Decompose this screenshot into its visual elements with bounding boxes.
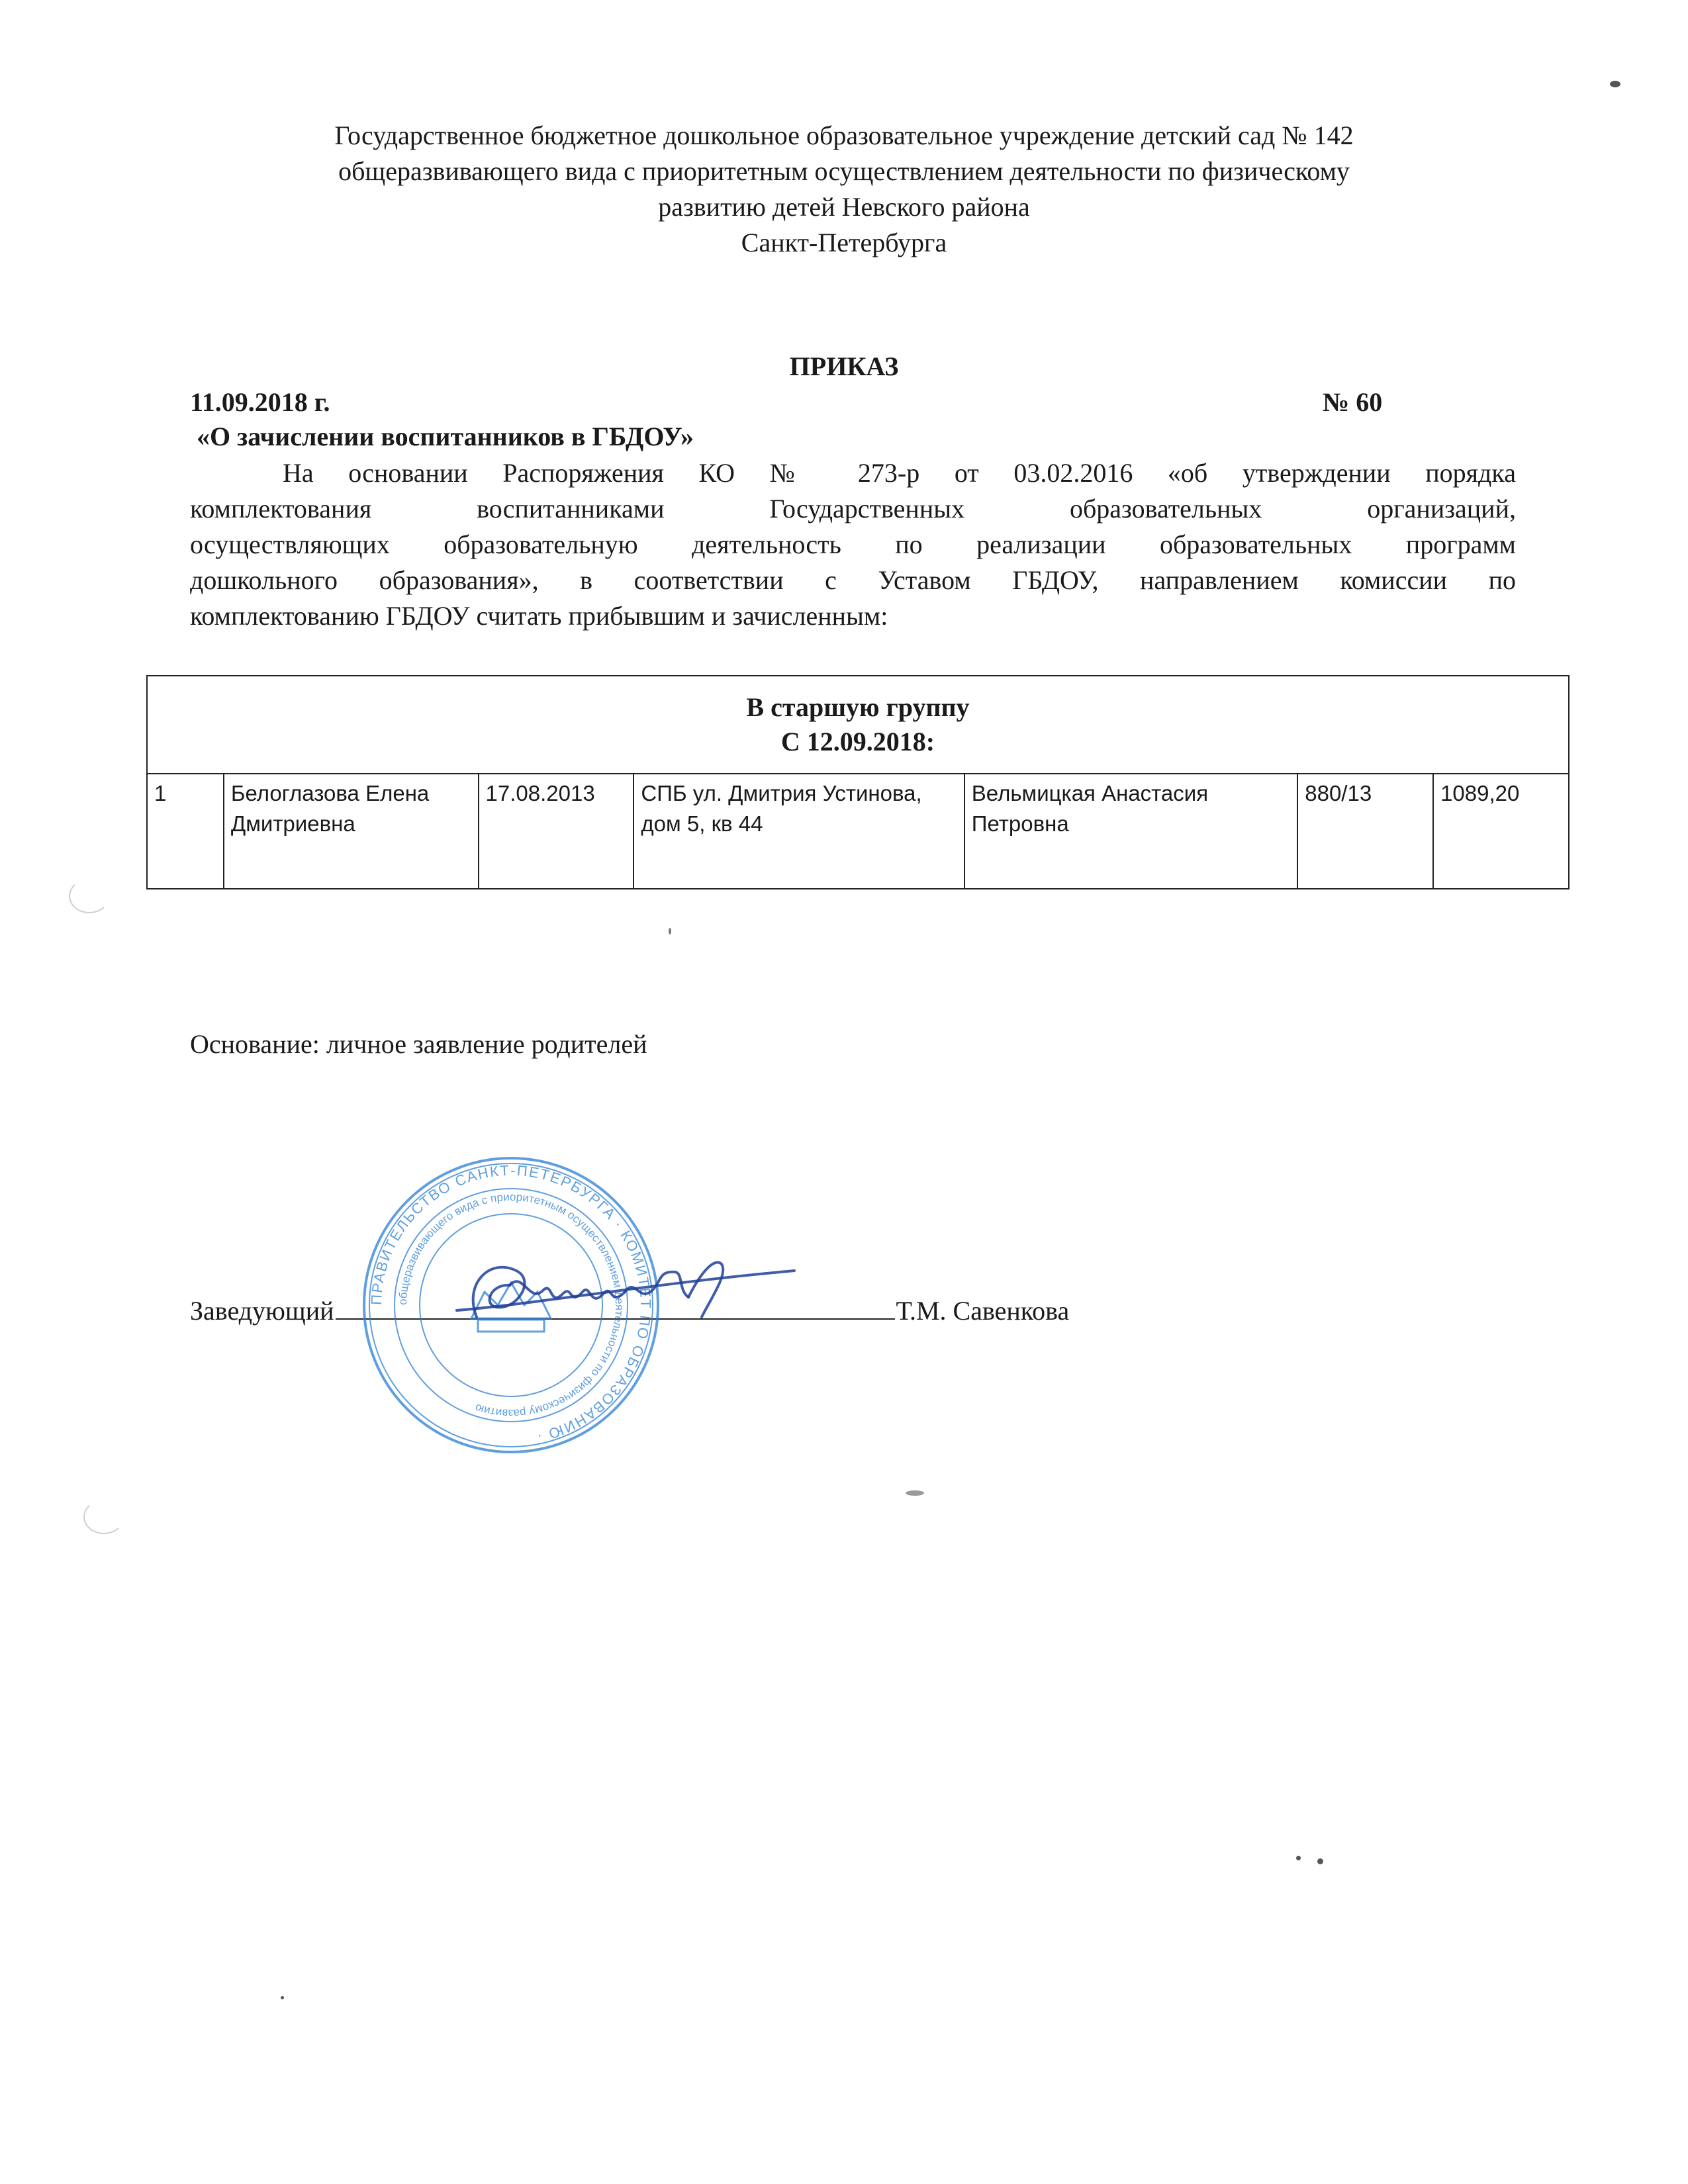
preamble-line: комплектованию ГБДОУ считать прибывшим и зачисленным: [190, 601, 888, 631]
enrollment-table [146, 675, 1570, 889]
order-number: № 60 [1323, 387, 1383, 417]
header-line: Государственное бюджетное дошкольное образовательное учреждение детский сад № 142 [334, 120, 1354, 150]
scan-speck [281, 1996, 284, 1999]
header-line: общеразвивающего вида с приоритетным осуществлением деятельности по физическому [338, 156, 1350, 186]
row-number: 1 [147, 774, 224, 889]
order-basis: Основание: личное заявление родителей [190, 1029, 647, 1059]
order-subject: «О зачислении воспитанников в ГБДОУ» [197, 422, 694, 451]
signatory-position: Заведующий [190, 1296, 334, 1326]
amount: 1089,20 [1433, 774, 1569, 889]
header-line: Санкт-Петербурга [741, 228, 947, 257]
scan-speck [1610, 81, 1620, 87]
institution-header [159, 118, 1529, 261]
handwritten-signature [437, 1244, 808, 1337]
svg-text:общеразвивающего вида с приори: общеразвивающего вида с приоритетным осуществлением деятельности по физическому развитию [396, 1190, 626, 1420]
order-preamble [190, 455, 1516, 634]
punch-hole [83, 1500, 124, 1534]
header-line: развитию детей Невского района [658, 192, 1030, 222]
parent-name: Вельмицкая Анастасия Петровна [964, 774, 1297, 889]
preamble-line: дошкольного образования», в соответствии с Уставом ГБДОУ, направлением комиссии по [190, 565, 1516, 595]
document-number: 880/13 [1297, 774, 1433, 889]
preamble-line: На основании Распоряжения КО № 273-р от 03.02.2016 «об утверждении порядка [283, 458, 1516, 488]
child-name: Белоглазова Елена Дмитриевна [224, 774, 479, 889]
birth-date: 17.08.2013 [479, 774, 634, 889]
signatory-name: Т.М. Савенкова [896, 1296, 1070, 1326]
scan-speck [906, 1490, 924, 1496]
order-date: 11.09.2018 г. [190, 387, 330, 417]
group-start-date: С 12.09.2018: [780, 727, 935, 756]
scan-speck [669, 928, 671, 934]
scan-speck [1317, 1858, 1323, 1864]
table-row [147, 774, 1569, 889]
group-name: В старшую группу [746, 692, 970, 722]
group-header-cell [147, 676, 1569, 774]
order-title: ПРИКАЗ [789, 351, 899, 381]
punch-hole [69, 879, 110, 913]
preamble-line: осуществляющих образовательную деятельность по реализации образовательных программ [190, 529, 1516, 559]
preamble-line: комплектования воспитанниками Государственных образовательных организаций, [190, 494, 1516, 523]
address: СПБ ул. Дмитрия Устинова, дом 5, кв 44 [633, 774, 964, 889]
group-header-row [147, 676, 1569, 774]
scan-speck [1296, 1856, 1301, 1860]
svg-text:ПРАВИТЕЛЬСТВО САНКТ-ПЕТЕРБУРГА: ПРАВИТЕЛЬСТВО САНКТ-ПЕТЕРБУРГА · КОМИТЕТ ПО ОБРАЗОВАНИЮ · [367, 1161, 655, 1446]
